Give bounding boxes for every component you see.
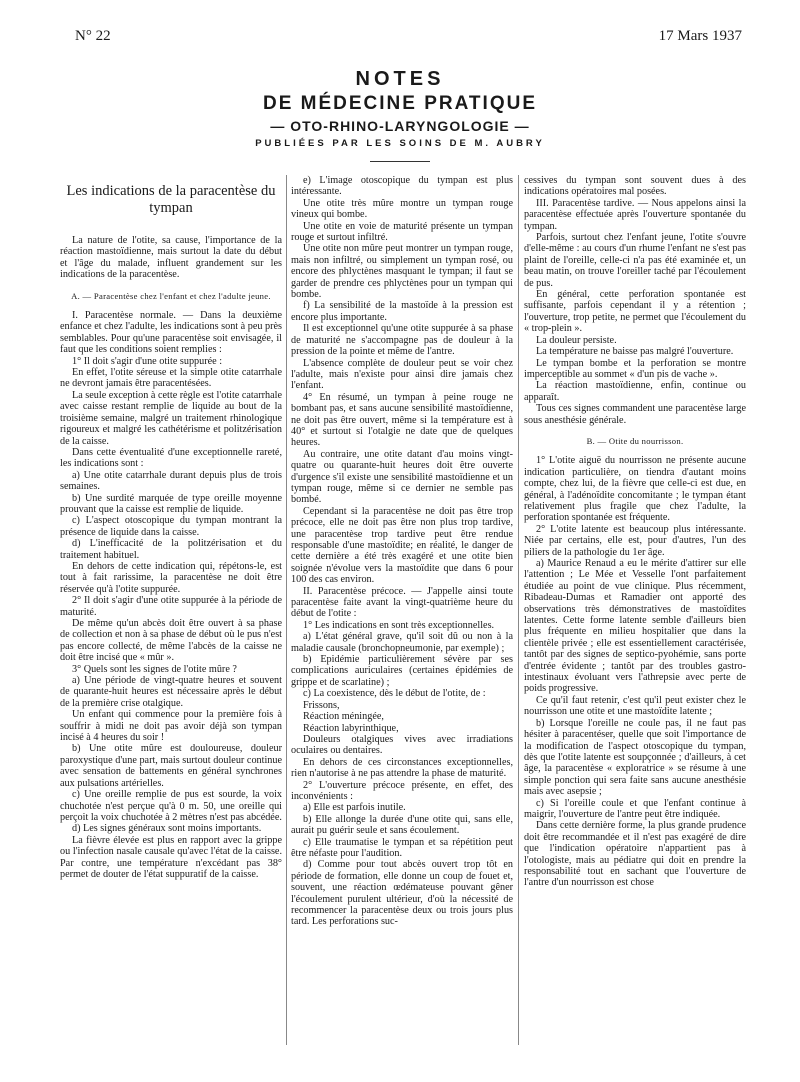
paragraph: c) Une oreille remplie de pus est sourde, la voix chuchotée n'est perçue qu'à 0 m. 50, une oreille qui perçoit la voix chuchotée à 2 mètres n'est pas abcédée. [60, 789, 282, 823]
paragraph: 1° L'otite aiguë du nourrisson ne présente aucune indication particulière, on tiendra d'autant moins compte, chez lui, de la fièvre que celle-ci est due, en général, à l'adénoïdite concomitante ; le tympan étant relativement plus fragile que chez l'adulte, la perforation spontanée est fréquente. [524, 455, 746, 524]
paragraph: I. Paracentèse normale. — Dans la deuxième enfance et chez l'adulte, les indications sont à peu près semblables. Pour qu'une paracentèse soit envisagée, il faut que les conditions soient remplies : [60, 310, 282, 356]
paragraph: III. Paracentèse tardive. — Nous appelons ainsi la paracentèse effectuée après l'ouverture spontanée du tympan. [524, 197, 746, 232]
paragraph: Ce qu'il faut retenir, c'est qu'il peut exister chez le nourrisson une otite et une mastoïdite latente ; [524, 694, 746, 718]
paragraph: La fièvre élevée est plus en rapport avec la grippe ou l'infection nasale causale qu'avec l'état de la caisse. Par contre, une température n'excédant pas 38° permet de douter de l'état suppuratif de la caisse. [60, 834, 282, 880]
issue-number: N° 22 [75, 28, 111, 44]
masthead-rule [370, 161, 430, 162]
paragraph: La réaction mastoïdienne, enfin, continue ou apparaît. [524, 380, 746, 403]
paragraph: b) Elle allonge la durée d'une otite qui, sans elle, aurait pu guérir seule et sans écoulement. [291, 813, 513, 837]
paragraph: 2° Il doit s'agir d'une otite suppurée à la période de maturité. [60, 595, 282, 618]
paragraph: Tous ces signes commandent une paracentèse large sous anesthésie générale. [524, 403, 746, 426]
paragraph: cessives du tympan sont souvent dues à des indications opératoires mal posées. [524, 175, 746, 198]
paragraph: c) L'aspect otoscopique du tympan montrant la présence de liquide dans la caisse. [60, 515, 282, 538]
masthead-notes: NOTES [355, 68, 445, 90]
paragraph: 1° Il doit s'agir d'une otite suppurée : [72, 355, 223, 367]
paragraph: La douleur persiste. [536, 334, 617, 346]
paragraph: Une otite non mûre peut montrer un tympan rouge, mais non infiltré, ou simplement un tympan rosé, ou encore des phlyctènes masquant le tympan; il faut se garder de prendre ces phlyctènes pour un tympan qui bombe. [291, 243, 513, 301]
list-line: Réaction labyrinthique, [303, 722, 399, 734]
paragraph: b) Une otite mûre est douloureuse, douleur paroxystique d'une part, mais surtout douleur continue avec sensation de battements en général synchrones aux pulsations artérielles. [60, 743, 282, 789]
list-line: Frissons, [303, 699, 340, 711]
paragraph: Le tympan bombe et la perforation se montre imperceptible au sommet « d'un pis de vache ». [524, 357, 746, 380]
list-line: Douleurs otalgiques vives avec irradiations oculaires ou dentaires. [291, 733, 513, 757]
article-title: Les indications de la paracentèse du tympan [66, 183, 276, 216]
paragraph: En dehors de cette indication qui, répétons-le, est tout à fait rarissime, la paracentèse ne doit être réservée qu'à l'otite suppurée. [60, 560, 282, 595]
issue-date: 17 Mars 1937 [658, 28, 742, 44]
paragraph: a) Une otite catarrhale durant depuis plus de trois semaines. [60, 469, 282, 493]
paragraph: c) Elle traumatise le tympan et sa répétition peut être néfaste pour l'audition. [291, 836, 513, 859]
section-heading: A. — Paracentèse chez l'enfant et chez l'adulte jeune. [71, 290, 271, 301]
paragraph: II. Paracentèse précoce. — J'appelle ainsi toute paracentèse faite avant la vingt-quatrième heure du début de l'otite : [291, 585, 513, 620]
paragraph: En dehors de ces circonstances exceptionnelles, rien n'autorise à ne pas attendre la phase de maturité. [291, 756, 513, 780]
paragraph: La nature de l'otite, sa cause, l'importance de la réaction mastoïdienne, mais surtout la date du début et l'âge du malade, influent grandement sur les indications de la paracentèse. [60, 235, 282, 281]
paragraph: 2° L'ouverture précoce présente, en effet, des inconvénients : [291, 779, 513, 802]
paragraph: Parfois, surtout chez l'enfant jeune, l'otite s'ouvre d'elle-même : au cours d'un rhume l'enfant ne s'est pas plaint de l'oreille, celle-ci n'a pas été examinée et, un beau matin, on trouve l'oreiller taché par l'écoulement de pus. [524, 232, 746, 289]
column-divider [286, 175, 287, 1045]
article-column-3 [524, 175, 746, 889]
paragraph: 1° Les indications en sont très exceptionnelles. [303, 619, 495, 631]
paragraph: Dans cette dernière forme, la plus grande prudence doit être recommandée et il n'est pas exagéré de dire que l'indication opératoire n'appartient pas à l'otologiste, mais au pédiatre qui doit en prendre la responsabilité tout en sachant que l'ouverture de l'antre d'un nourrisson est chose [524, 820, 746, 889]
section-heading: B. — Otite du nourrisson. [586, 435, 684, 446]
column-divider [518, 175, 519, 1045]
paragraph: Une otite en voie de maturité présente un tympan rouge et surtout infiltré. [291, 220, 513, 244]
paragraph: f) La sensibilité de la mastoïde à la pression est encore plus importante. [291, 300, 513, 323]
paragraph: b) Une surdité marquée de type oreille moyenne prouvant que la caisse est remplie de liquide. [60, 492, 282, 515]
paragraph: e) L'image otoscopique du tympan est plus intéressante. [291, 175, 513, 198]
paragraph: c) La coexistence, dès le début de l'otite, de : [303, 688, 486, 700]
paragraph: Une otite très mûre montre un tympan rouge vineux qui bombe. [291, 197, 513, 221]
paragraph: 2° L'otite latente est beaucoup plus intéressante. Niée par certains, elle est, pour d'autres, l'un des piliers de la pathologie du 1er âge. [524, 523, 746, 558]
paragraph: d) Les signes généraux sont moins importants. [72, 823, 262, 835]
paragraph: La seule exception à cette règle est l'otite catarrhale avec caisse restant remplie de liquide au bout de la troisième semaine, malgré un traitement rhinologique rigoureux et malgré les cathétérisme et politzérisation de la caisse. [60, 389, 282, 447]
paragraph: a) L'état général grave, qu'il soit dû ou non à la maladie causale (bronchopneumonie, par exemple) ; [291, 631, 513, 654]
article-column-1 [60, 175, 282, 880]
paragraph: b) Lorsque l'oreille ne coule pas, il ne faut pas hésiter à paracentéser, quelle que soit l'importance de la modification de l'aspect otoscopique du tympan, dès que l'otite latente est soupçonnée ; d'ailleurs, à cet âge, la paracentèse « exploratrice » se résume à une simple ponction qui sera faite sans aucune anesthésie mais avec asepsie ; [524, 717, 746, 798]
masthead [0, 68, 800, 162]
paragraph: a) Elle est parfois inutile. [303, 802, 406, 814]
article-column-2 [291, 175, 513, 928]
paragraph: Cependant si la paracentèse ne doit pas être trop précoce, elle ne doit pas être non plus trop tardive, une paracentèse trop tardive peut être rendue responsable d'une mastoïdite; en réalité, le danger de cette dernière a été très exagéré et une otite bien soignée n'évolue vers la mastoïdite que dans 6 pour 100 des cas environ. [291, 505, 513, 586]
paragraph: b) Epidémie particulièrement sévère par ses complications auriculaires (certaines épidémies de grippe et de scarlatine) ; [291, 654, 513, 688]
paragraph: a) Maurice Renaud a eu le mérite d'attirer sur elle l'attention ; Le Mée et Vesselle l'ont parfaitement étudiée au point de vue clinique. Plus récemment, Ribadeau-Dumas et Ramadier ont apporté des observations très démonstratives de mastoïdites latentes. Cette forme latente semble d'ailleurs bien plus fréquente en milieu hospitalier que dans la clientèle privée ; elle est essentiellement caractérisée, tantôt par des signes de septico-pyohémie, sans porte d'entrée évidente ; tantôt par des troubles gastro-intestinaux évoluant vers l'athrepsie avec perte de poids progressive. [524, 558, 746, 695]
paragraph: De même qu'un abcès doit être ouvert à sa phase de collection et non à sa phase de début où le pus n'est pas encore collecté, de même l'abcès de la caisse ne doit être incisé que « mûr ». [60, 618, 282, 664]
paragraph: 4° En résumé, un tympan à peine rouge ne bombant pas, et sans aucune sensibilité mastoïdienne, ne doit pas être ouvert, même si la température est à 40° et surtout si l'otalgie ne date que de quelques heures. [291, 391, 513, 449]
masthead-medecine-pratique: DE MÉDECINE PRATIQUE [262, 93, 537, 114]
masthead-specialty: — OTO-RHINO-LARYNGOLOGIE — [270, 118, 530, 134]
paragraph: c) Si l'oreille coule et que l'enfant continue à maigrir, l'ouverture de l'antre peut être indiquée. [524, 797, 746, 820]
masthead-editor: PUBLIÉES PAR LES SOINS DE M. AUBRY [255, 138, 545, 149]
list-line: Réaction méningée, [303, 711, 384, 723]
paragraph: En effet, l'otite séreuse et la simple otite catarrhale ne devront jamais être paracentésées. [60, 367, 282, 390]
paragraph: Un enfant qui commence pour la première fois à souffrir à midi ne doit pas avoir déjà son tympan incisé à 4 heures du soir ! [60, 709, 282, 744]
paragraph: 3° Quels sont les signes de l'otite mûre ? [72, 663, 237, 675]
paragraph: Dans cette éventualité d'une exceptionnelle rareté, les indications sont : [60, 446, 282, 470]
paragraph: Il est exceptionnel qu'une otite suppurée à sa phase de maturité ne s'accompagne pas de douleur à la pression de la pointe et même de l'antre. [291, 323, 513, 358]
paragraph: a) Une période de vingt-quatre heures et souvent de quarante-huit heures est nécessaire après le début de la première crise otalgique. [60, 675, 282, 709]
paragraph: d) L'inefficacité de la politzérisation et du traitement habituel. [60, 538, 282, 561]
paragraph: Au contraire, une otite datant d'au moins vingt-quatre ou quarante-huit heures doit être ouverte d'urgence s'il existe une sensibilité mastoïdienne et un tympan rouge, même si ce dernier ne semble pas bombé. [291, 448, 513, 506]
paragraph: L'absence complète de douleur peut se voir chez l'adulte, mais n'existe pour ainsi dire jamais chez l'enfant. [291, 357, 513, 392]
paragraph: La température ne baisse pas malgré l'ouverture. [536, 346, 734, 358]
paragraph: En général, cette perforation spontanée est suffisante, parfois cependant il y a rétention ; l'ouverture, trop petite, ne permet que l'écoulement du « trop-plein ». [524, 289, 746, 335]
paragraph: d) Comme pour tout abcès ouvert trop tôt en période de formation, elle donne un coup de fouet et, souvent, une réaction œdémateuse pouvant gêner l'écoulement purulent ultérieur, d'où la nécessité de recommencer la paracentèse deux ou trois jours plus tard. Les perforations suc- [291, 859, 513, 928]
